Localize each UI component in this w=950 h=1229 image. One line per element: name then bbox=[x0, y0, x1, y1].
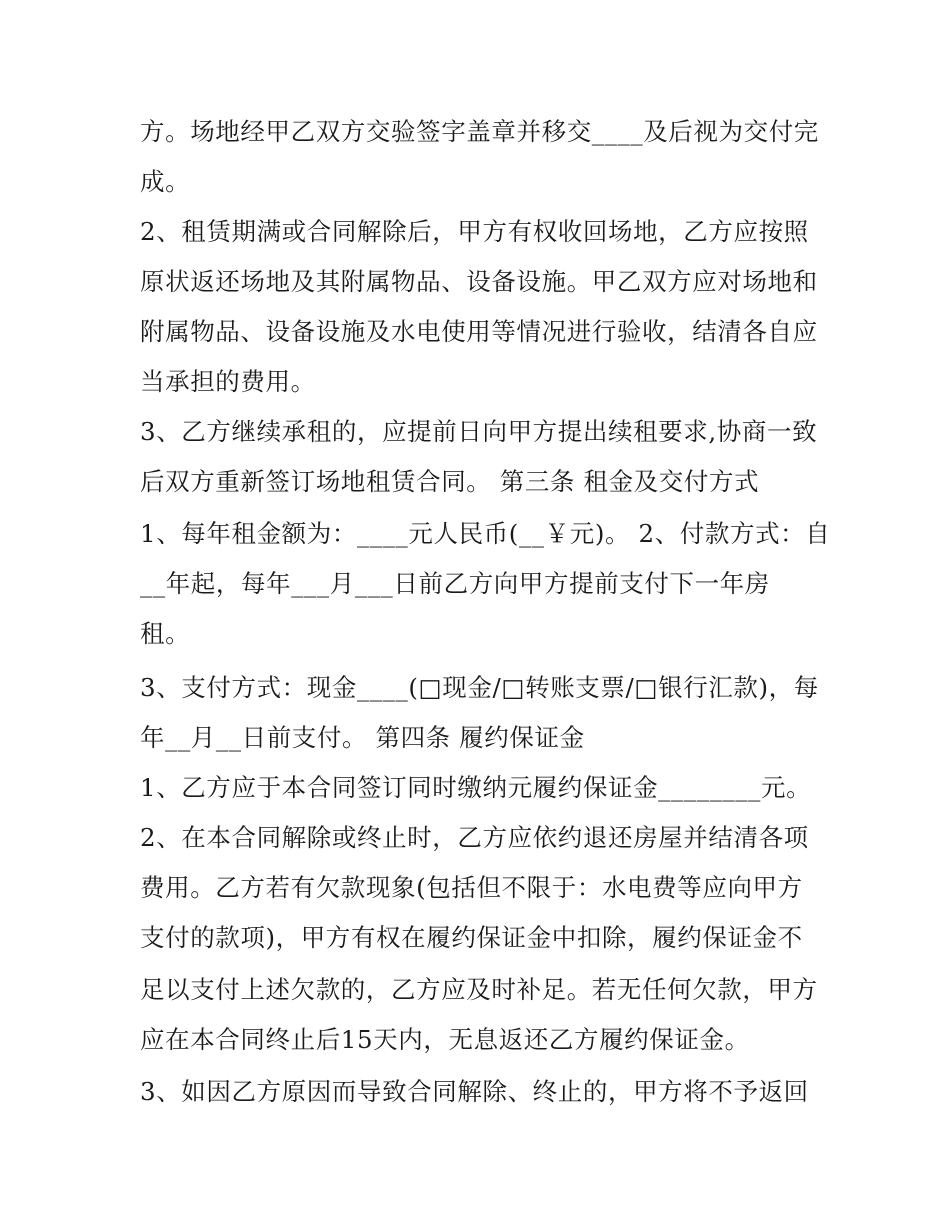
text-line: 应在本合同终止后15天内，无息返还乙方履约保证金。 bbox=[140, 1025, 750, 1054]
text-line: 2、租赁期满或合同解除后，甲方有权收回场地，乙方应按照 bbox=[140, 217, 809, 246]
text-line: 年__月__日前支付。 第四条 履约保证金 bbox=[140, 723, 585, 752]
text-line: __年起，每年___月___日前乙方向甲方提前支付下一年房 bbox=[140, 569, 770, 598]
text-line: 3、如因乙方原因而导致合同解除、终止的，甲方将不予返回 bbox=[140, 1077, 809, 1106]
text-line: 足以支付上述欠款的，乙方应及时补足。若无任何欠款，甲方 bbox=[140, 975, 818, 1004]
text-line: 3、支付方式：现金____(□现金/□转账支票/□银行汇款)，每 bbox=[140, 673, 819, 702]
text-line: 后双方重新签订场地租赁合同。 第三条 租金及交付方式 bbox=[140, 467, 760, 496]
text-line: 租。 bbox=[140, 619, 191, 648]
text-line: 费用。乙方若有欠款现象(包括但不限于：水电费等应向甲方 bbox=[140, 873, 803, 902]
text-line: 1、每年租金额为：____元人民币(__￥元)。 2、付款方式：自 bbox=[140, 519, 831, 548]
text-line: 1、乙方应于本合同签订同时缴纳元履约保证金________元。 bbox=[140, 773, 812, 802]
text-line: 方。场地经甲乙双方交验签字盖章并移交____及后视为交付完 bbox=[140, 117, 819, 146]
text-line: 2、在本合同解除或终止时，乙方应依约退还房屋并结清各项 bbox=[140, 823, 809, 852]
text-line: 3、乙方继续承租的，应提前日向甲方提出续租要求,协商一致 bbox=[140, 417, 818, 446]
text-line: 附属物品、设备设施及水电使用等情况进行验收，结清各自应 bbox=[140, 317, 818, 346]
text-line: 支付的款项)，甲方有权在履约保证金中扣除，履约保证金不 bbox=[140, 923, 803, 952]
text-line: 原状返还场地及其附属物品、设备设施。甲乙双方应对场地和 bbox=[140, 267, 818, 296]
text-line: 当承担的费用。 bbox=[140, 367, 316, 396]
text-line: 成。 bbox=[140, 167, 191, 196]
